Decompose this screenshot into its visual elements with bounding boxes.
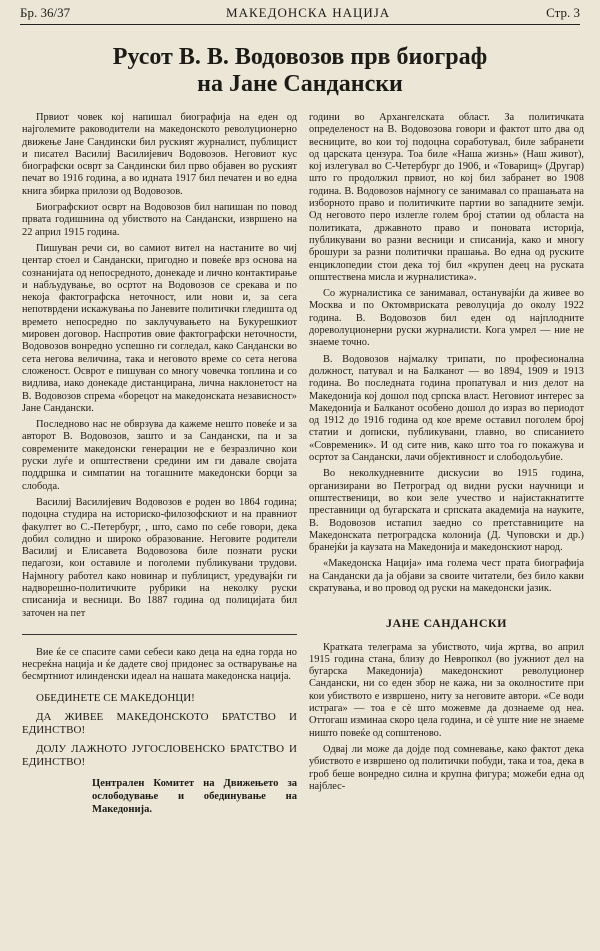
paragraph: Во неколкудневните дискусии во 1915 година, организирани во Петроград од видни руски научници и општественици, во кои зеле учество и најистакнатитте преставници од бугарската и српската академија на науките, В. Водовозов истапил заедно со претставниците на Македонската петроградска колонија (Д. Чуповски и др.) бранејќи ја каузата на Македонија и македонскиот народ. (309, 468, 584, 554)
paragraph: Василиј Василијевич Водовозов е роден во 1864 година; подоцна студира на историско-филозофскиот и на правниот факултет во С.-Петербург, , што, само по себе говори, дека добил солидно и широко образование. Неговите родители Василиј и Елисавета Водовозова биле познати руски педагози, кои оставиле и поголеми публикувани трудови. Најмногу работел како новинар и публицист, уредувајќи ги надворешно-политичките рубрики на неколку руски списанија и весници. Во 1887 година од полицијата бил заточен на пет (22, 496, 297, 619)
motto-down: ДОЛУ ЛАЖНОТО ЈУГОСЛОВЕНСКО БРАТСТВО И ЕДИНСТВО! (22, 742, 297, 768)
section-heading: ЈАНЕ САНДАНСКИ (385, 616, 508, 631)
paragraph: Пишуван речи си, во самиот вител на настаните во чиј центар стоел и Сандански, пригодно и повеќе врз основа на сознанијата од непосредното, донекаде и лично контактирање и набљудување, во осртот на Водовозов се срекава и по некоја фактографска неточност, или нови и, за сега непотврдени искажувања по Јаневите политички гледишта од времето непосредно по заклучувањето на Букурешкиот мировен договор. Наспротив овие фактографски неточности, Водовозов вонредно успешно ги согледал, како Сандански во сета негова величина, така и неговото време со сета негова сложеност. Осврот е пишуван со многу човечка топлина и со видлива, иако донекаде дистанцирана, лична наклонетост на В. Водовозов спрема «борецот на македонската независност» Јане Сандански. (22, 242, 297, 414)
publication-name: МАКЕДОНСКА НАЦИЈА (226, 5, 391, 20)
paragraph: години во Архангелската област. За политичката определеност на В. Водовозова говори и фактот што два од весниците, во кои тој подоцна соработувал, биле забранети од царската цензура. Тоа биле «Наша жизнь» (Наш живот), кој излегувал во С-Четербург до 1906, и «Товарищ» (Другар) што го продолжил првиот, но кој бил забранет во 1908 година. В. Водовозов најмногу се занимавал со прашањата на изборното право и политичките партии во западните земји. Од неговото перо излегле голем број статии од областа на политиката, државното право и поновата историја, публикувани во разни весници и списанија, како и многу брошури за разни политички прашања. Во една од руските енциклопедии стои дека тој бил «крупен деец на руската општествена мисла и журналистика». (309, 112, 584, 283)
page-number: Стр. 3 (546, 5, 580, 20)
appeal-box (22, 634, 297, 816)
paragraph: Последново нас не обврзува да кажеме нешто повеќе и за авторот В. Водовозов, зашто и за Сандански, па и за современите македонски генерации не е безразлично кои руски луѓе и општествени средини им ги давале својата поддршка и симпатии на тогашните македонски борци за слобода. (22, 419, 297, 492)
motto-unite: ОБЕДИНЕТЕ СЕ МАКЕДОНЦИ! (36, 691, 195, 704)
title-line-2: на Јане Сандански (197, 71, 403, 97)
paragraph: Кратката телеграма за убиството, чија жртва, во април 1915 година стана, близу до Невропкол (во јужниот дел на бугарска Македонија) македонскиот револуционер Сандански, ни со еден збор не кажа, ни за околностите при кои убиството е извршено, ниту за неговите автори. «Се води истрага» — тоа е сè што можевме да дознаеме од неа. Оттогаш изминаа скоро цела година, и сè уште ние не знаеме ништо повеќе од сопштеново. (309, 641, 584, 739)
page-header (20, 2, 580, 25)
title-line-1: Русот В. В. Водовозов прв биограф (112, 44, 488, 70)
appeal-text: Вие ќе се спасите сами себеси како деца на една горда но несреќна нација и ќе дадете свој придонес за остварување на бесмртниот илинденски идеал на нашата македонска нација. (22, 646, 297, 683)
paragraph: Одвај ли може да дојде под сомневање, како фактот дека убиството е извршено од политички побуди, така и тоа, дека в гроб беше вонредно силна и крупна фигура; можеби една од најблес- (309, 743, 584, 792)
motto-brotherhood: ДА ЖИВЕЕ МАКЕДОНСКОТО БРАТСТВО И ЕДИНСТВО! (22, 710, 297, 736)
paragraph: «Македонска Нација» има голема чест прата биографија на Сандански да ја објави за своите читатели, без било какви скратувања, и во провод од руски на македонски јазик. (309, 558, 584, 594)
right-column (309, 112, 584, 947)
committee-signature: Централен Комитет на Движењето за ослободување и обединување на Македонија. (92, 777, 297, 815)
article-columns (22, 112, 584, 947)
paragraph: Биографскиот осврт на Водовозов бил напишан по повод првата годишнина од убиството на Сандански, извршено на 22 април 1915 година. (22, 202, 297, 238)
left-column (22, 112, 297, 947)
paragraph: Со журналистика се занимавал, останувајќи да живее во Москва и по Октомвриската револуција до околу 1922 година. В. Водовозов бил еден од најплодните дореволуционерни руски журналисти. Кога умрел — ние не знаеме точно. (309, 288, 584, 349)
paragraph: В. Водовозов најмалку трипати, по професионална должност, патувал и на Балканот — во 1894, 1909 и 1913 година. Во последната година пропатувал и низ делот на Македонија кој дошол под српска власт. Неговиот интерес за Македонија и Балканот особено дошол до израз во периодот од 1912 до 1916 година од кое време оставил поголем број статии и дописки, публикувани, главно, во списанието «Современик». И од сите нив, како што тоа го покажува и осртот за Сандански, лачи објективност и слободољубие. (309, 353, 584, 464)
article-title (40, 44, 560, 98)
paragraph: Првиот човек кој напишал биографија на еден од најголемите раководители на македонското револуционерно движење Јане Сандински бил руският журналист, публицист и писател Василиј Василијевич Водовозов. Неговиот кус биографски осврт за Сандински бил прво објавен во руският печат во 1916 година, а во идната 1917 бил печатен и во една книга збирка прилози од Водовозов. (22, 112, 297, 197)
issue-number: Бр. 36/37 (20, 5, 71, 20)
